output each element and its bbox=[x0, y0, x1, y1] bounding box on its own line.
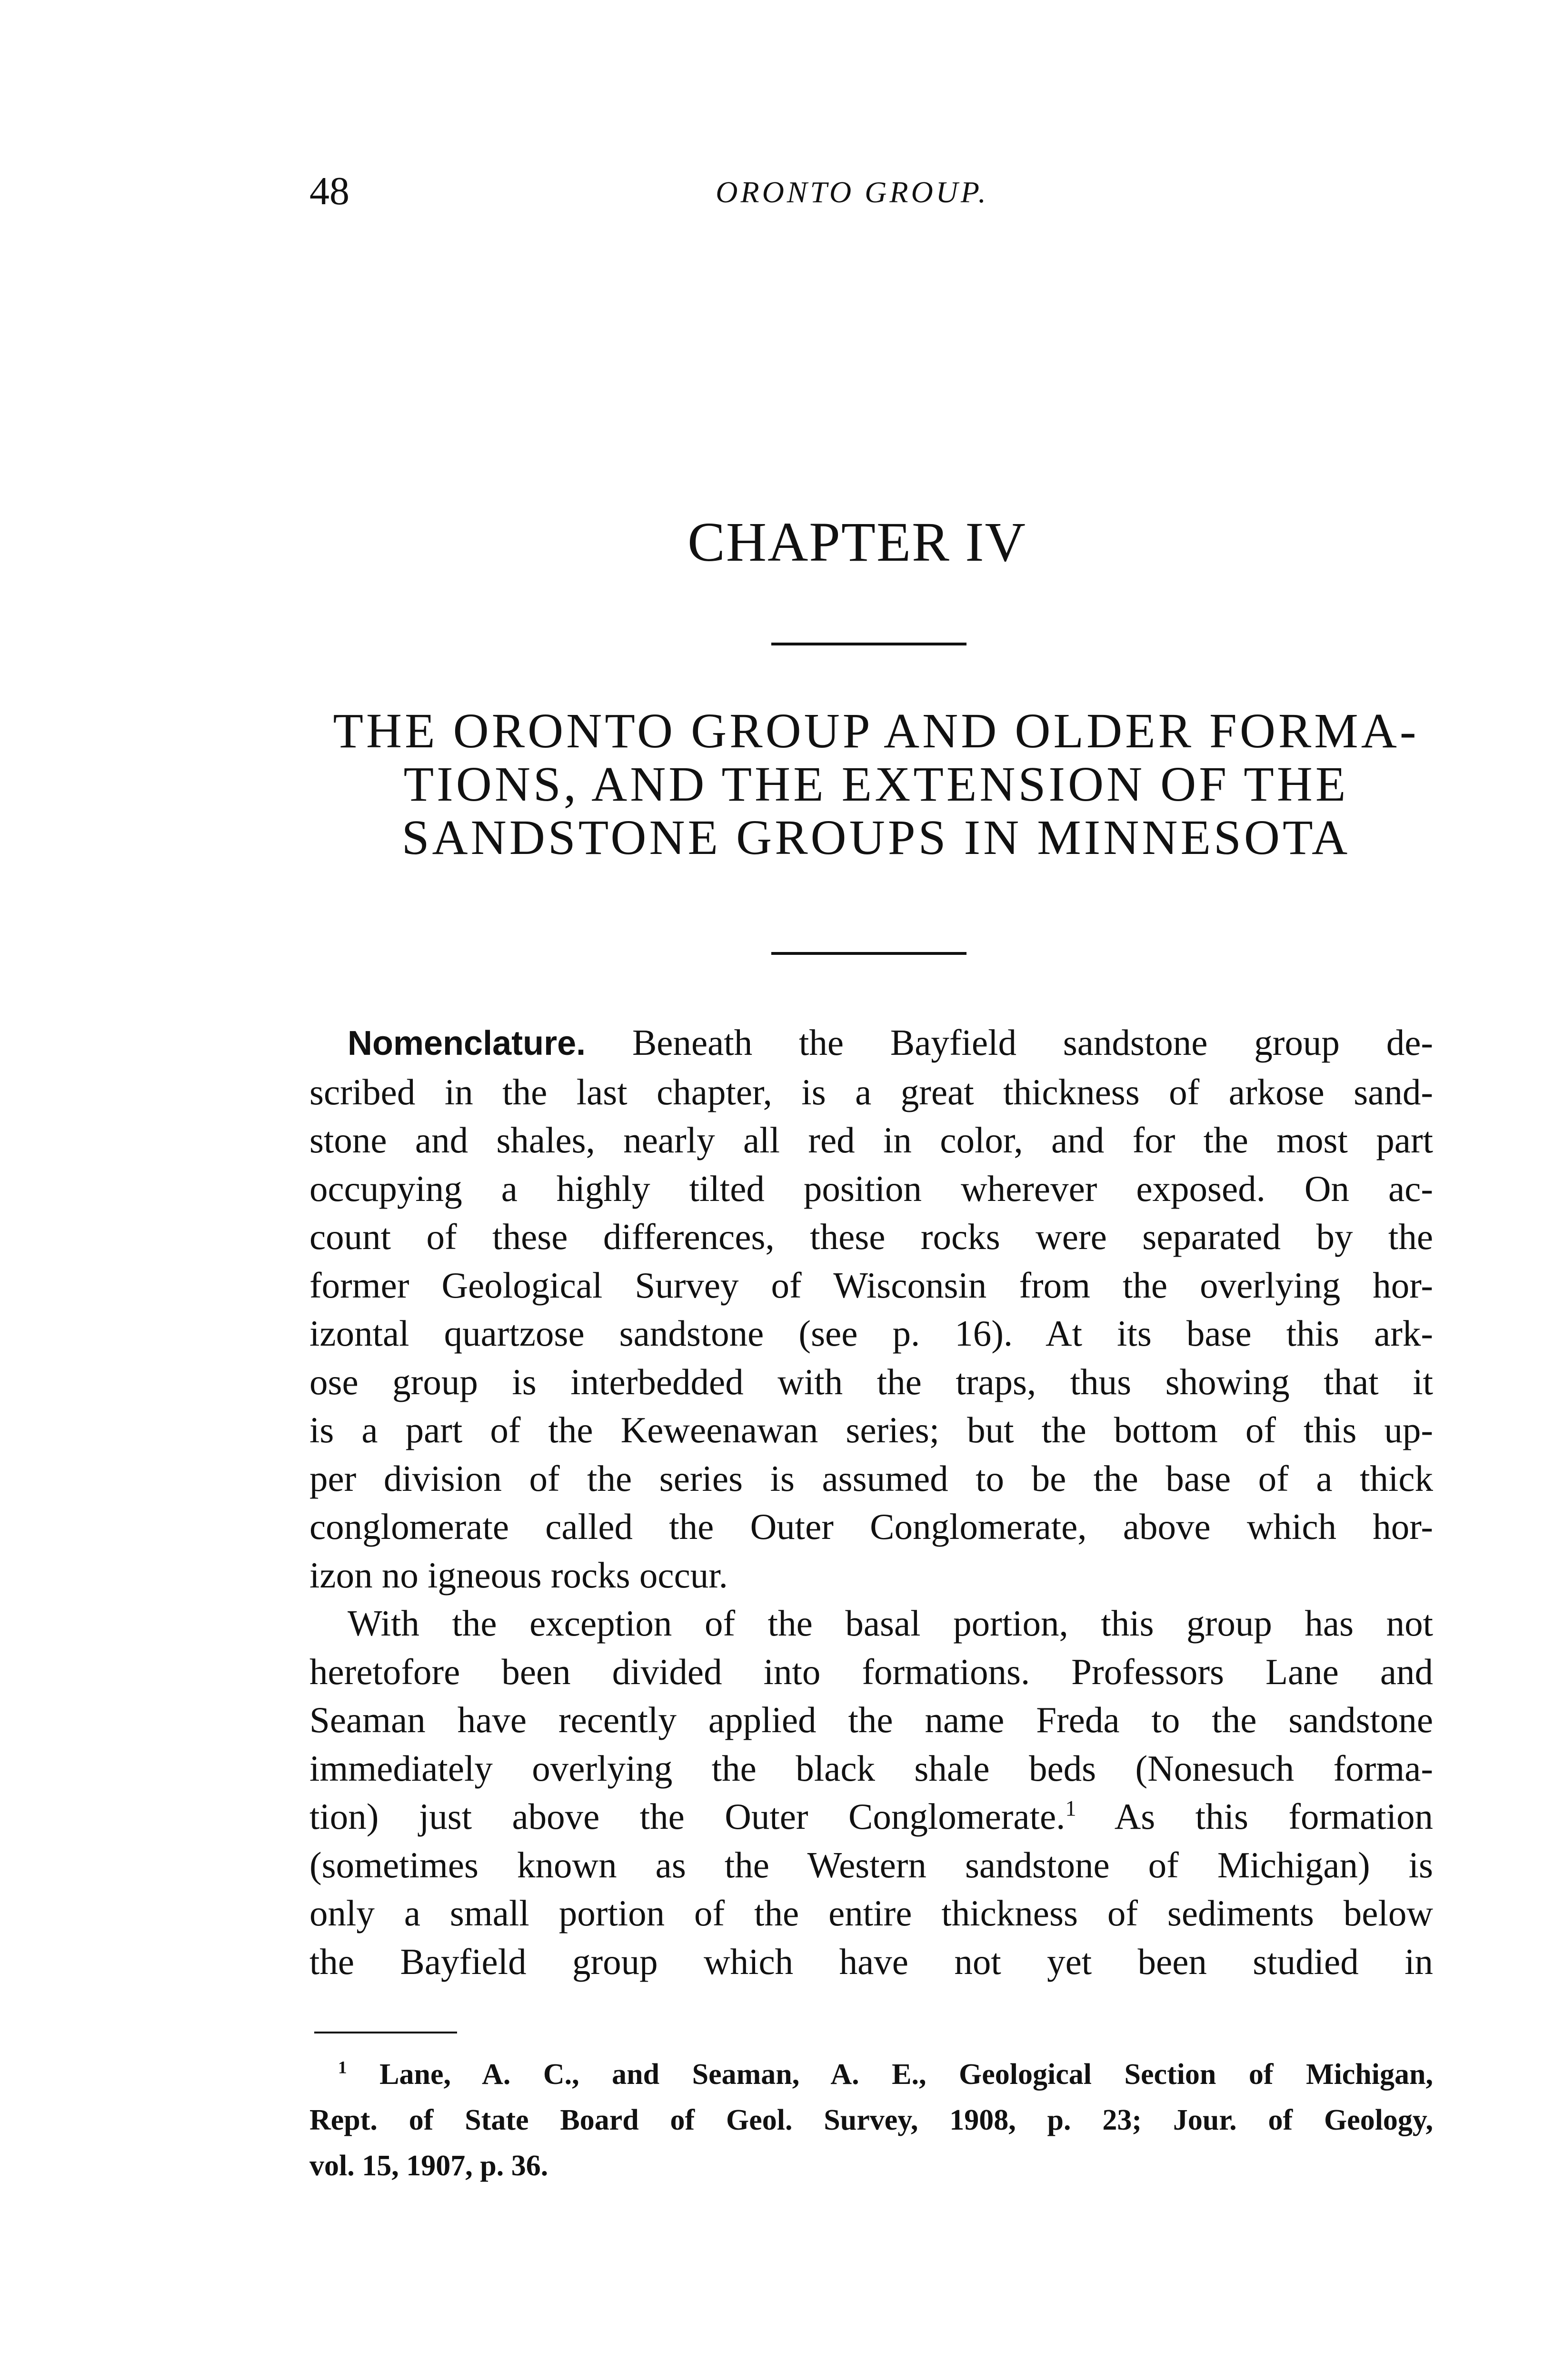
paragraph-line: With the exception of the basal portion, this group has not bbox=[348, 1603, 1433, 1644]
paragraph-line: the Bayfield group which have not yet been studied in bbox=[309, 1941, 1433, 1982]
paragraph-line: is a part of the Keweenawan series; but the bottom of this up- bbox=[309, 1409, 1433, 1450]
chapter-title-line: TIONS, AND THE EXTENSION OF THE bbox=[403, 757, 1349, 812]
paragraph-line: only a small portion of the entire thickness of sediments below bbox=[309, 1893, 1433, 1934]
paragraph-line: immediately overlying the black shale beds (Nonesuch forma- bbox=[309, 1747, 1433, 1789]
footnote-line bbox=[309, 2052, 1433, 2097]
footnote-line: Rept. of State Board of Geol. Survey, 1908, p. 23; Jour. of Geology, bbox=[309, 2104, 1433, 2136]
paragraph-line: stone and shales, nearly all red in color, and for the most part bbox=[309, 1120, 1433, 1160]
chapter-rule-top bbox=[771, 643, 966, 645]
paragraph-line: count of these differences, these rocks were separated by the bbox=[309, 1216, 1433, 1257]
paragraph-line: scribed in the last chapter, is a great thickness of arkose sand- bbox=[309, 1071, 1433, 1112]
paragraph-line: (sometimes known as the Western sandstone of Michigan) is bbox=[309, 1844, 1433, 1885]
footnote-reference[interactable]: 1 bbox=[1065, 1796, 1076, 1821]
paragraph-line bbox=[309, 1793, 1433, 1841]
chapter-title-line: THE ORONTO GROUP AND OLDER FORMA- bbox=[333, 704, 1419, 758]
paragraph-line: former Geological Survey of Wisconsin from the overlying hor- bbox=[309, 1264, 1433, 1306]
paragraph-line: Seaman have recently applied the name Freda to the sandstone bbox=[309, 1699, 1433, 1740]
paragraph-line: izon no igneous rocks occur. bbox=[309, 1554, 728, 1596]
chapter-title bbox=[295, 704, 1457, 864]
paragraph-line-text: As this formation bbox=[1114, 1796, 1433, 1837]
body-text bbox=[309, 1019, 1433, 1986]
chapter-number: CHAPTER IV bbox=[687, 511, 1026, 573]
footnote-rule bbox=[314, 2032, 457, 2033]
chapter-rule-bottom bbox=[771, 952, 966, 955]
paragraph-line-text: tion) just above the Outer Conglomerate. bbox=[309, 1796, 1066, 1837]
paragraph-line: heretofore been divided into formations. Professors Lane and bbox=[309, 1651, 1433, 1692]
running-head: ORONTO GROUP. bbox=[716, 175, 989, 209]
paragraph-line: occupying a highly tilted position wherever exposed. On ac- bbox=[309, 1168, 1433, 1209]
paragraph-line: izontal quartzose sandstone (see p. 16). At its base this ark- bbox=[309, 1313, 1433, 1354]
paragraph-line-text: Beneath the Bayfield sandstone group de- bbox=[632, 1022, 1434, 1063]
page-number: 48 bbox=[309, 169, 349, 213]
paragraph-line bbox=[309, 1019, 1433, 1068]
run-in-heading: Nomenclature. bbox=[348, 1024, 586, 1062]
paragraph-line: per division of the series is assumed to be the base of a thick bbox=[309, 1458, 1433, 1499]
chapter-title-line: SANDSTONE GROUPS IN MINNESOTA bbox=[401, 810, 1351, 865]
paragraph-line: conglomerate called the Outer Conglomerate, above which hor- bbox=[309, 1506, 1433, 1547]
footnote-text: Lane, A. C., and Seaman, A. E., Geological Section of Michigan, bbox=[379, 2058, 1433, 2091]
paragraph-line: ose group is interbedded with the traps, thus showing that it bbox=[309, 1361, 1433, 1402]
footnote-marker: 1 bbox=[338, 2058, 347, 2078]
footnote-line: vol. 15, 1907, p. 36. bbox=[309, 2150, 548, 2182]
footnotes bbox=[309, 2052, 1433, 2189]
